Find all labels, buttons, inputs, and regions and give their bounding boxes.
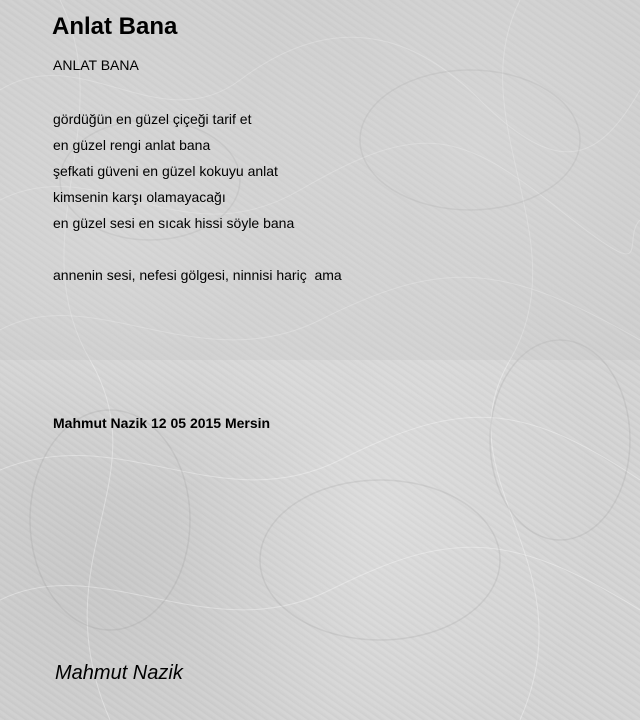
poem-body xyxy=(53,106,342,288)
poem-line-blank xyxy=(53,236,342,262)
poem-line: şefkati güveni en güzel kokuyu anlat xyxy=(53,163,278,179)
poem-line: gördüğün en güzel çiçeği tarif et xyxy=(53,111,252,127)
poem-subtitle: ANLAT BANA xyxy=(53,57,139,73)
poem-author: Mahmut Nazik xyxy=(55,662,183,684)
poem-signature: Mahmut Nazik 12 05 2015 Mersin xyxy=(53,415,271,431)
poem-line: en güzel sesi en sıcak hissi söyle bana xyxy=(53,215,295,231)
poem-line: kimsenin karşı olamayacağı xyxy=(53,189,226,205)
poem-line: en güzel rengi anlat bana xyxy=(53,137,211,153)
poem-title: Anlat Bana xyxy=(52,13,178,40)
poem-line: annenin sesi, nefesi gölgesi, ninnisi hariç ama xyxy=(53,267,342,283)
